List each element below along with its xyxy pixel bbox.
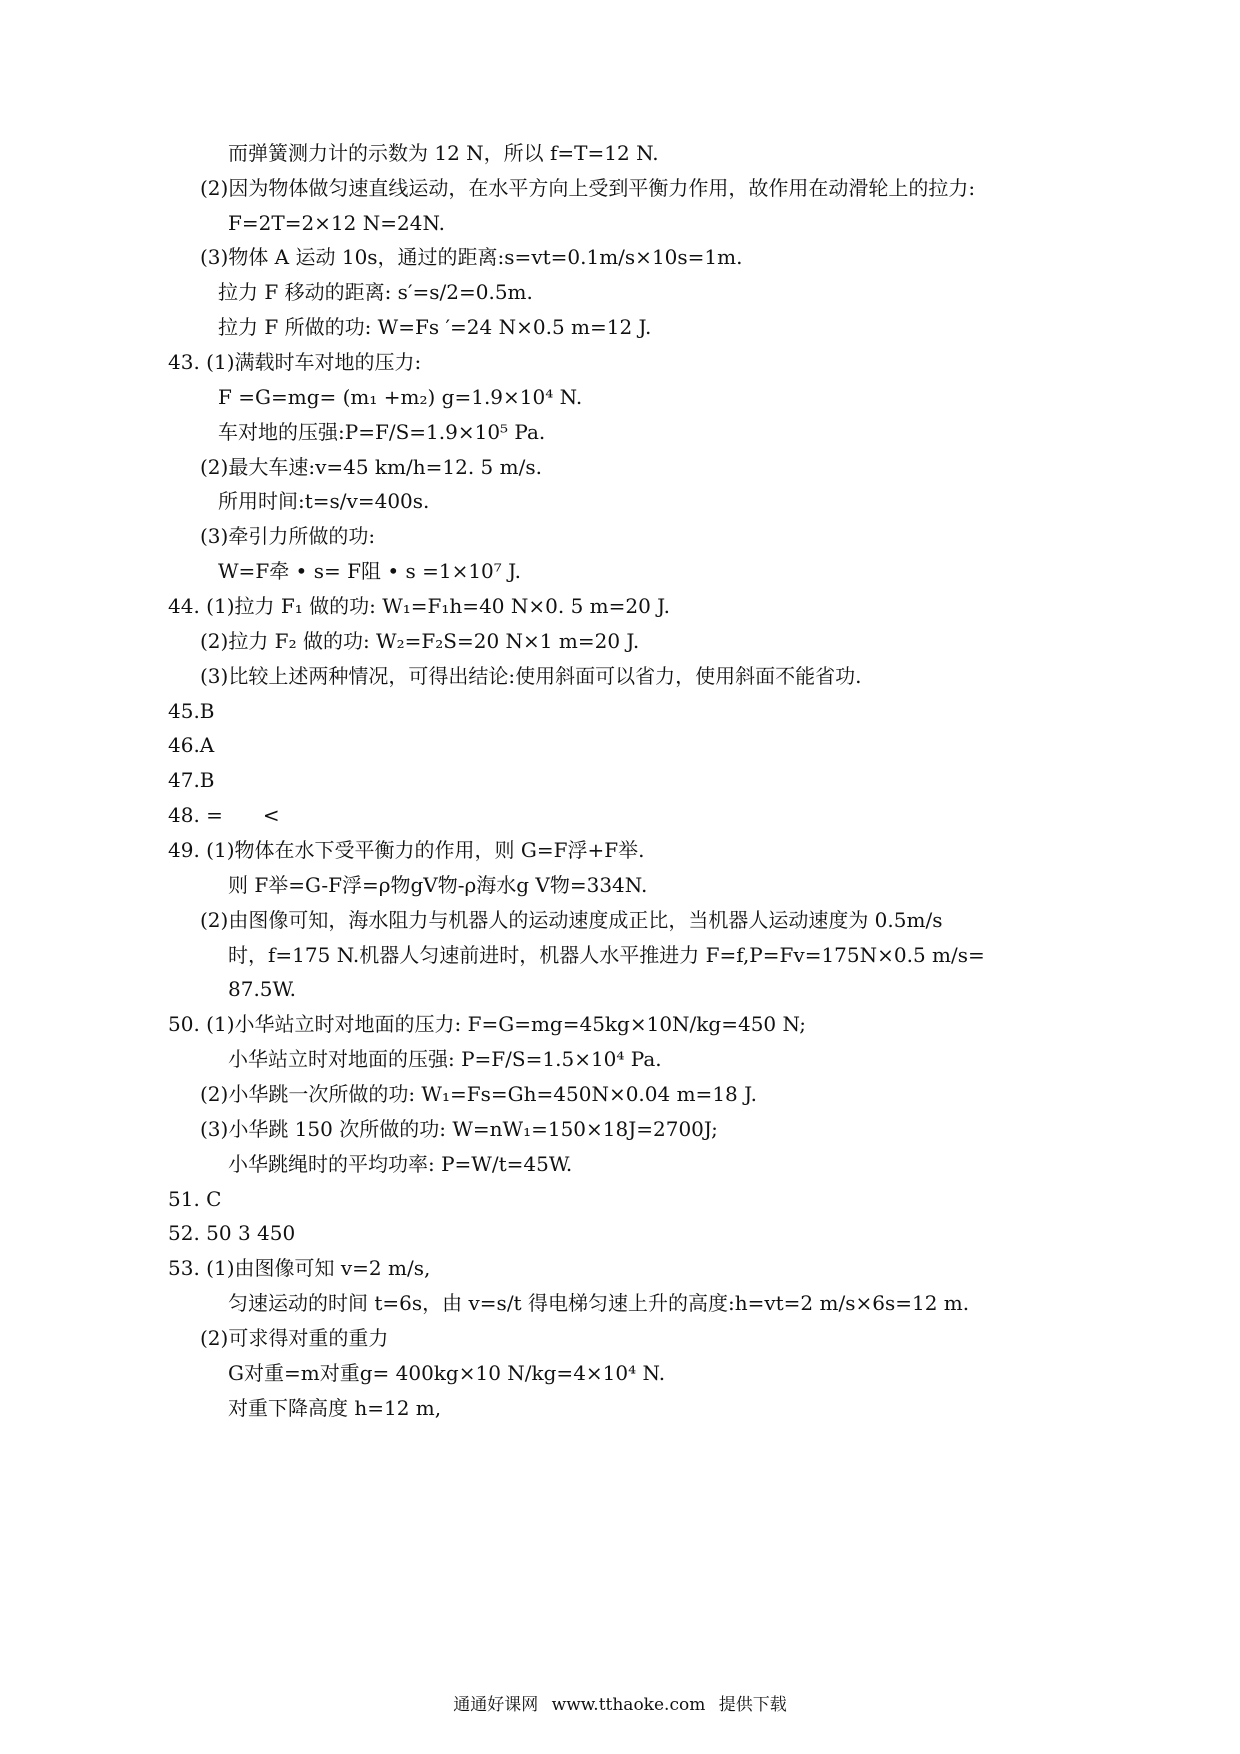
text-line: 52. 50 3 450: [168, 1221, 296, 1245]
text-line: 53. (1)由图像可知 v=2 m/s,: [168, 1256, 431, 1280]
text-line: 车对地的压强:P=F/S=1.9×10⁵ Pa.: [218, 420, 546, 444]
text-line: 匀速运动的时间 t=6s，由 v=s/t 得电梯匀速上升的高度:h=vt=2 m/s×6s=12 m.: [228, 1291, 970, 1315]
footer-note: 提供下载: [718, 1695, 787, 1715]
text-line: 则 F举=G-F浮=ρ物gV物-ρ海水g V物=334N.: [228, 873, 648, 897]
text-line: (2)因为物体做匀速直线运动，在水平方向上受到平衡力作用，故作用在动滑轮上的拉力:: [200, 176, 976, 200]
text-line: 87.5W.: [228, 977, 296, 1001]
text-line: 小华站立时对地面的压强: P=F/S=1.5×10⁴ Pa.: [228, 1047, 662, 1071]
text-line: (2)拉力 F₂ 做的功: W₂=F₂S=20 N×1 m=20 J.: [200, 629, 640, 653]
footer-url[interactable]: www.tthaoke.com: [551, 1695, 706, 1715]
text-line: 小华跳绳时的平均功率: P=W/t=45W.: [228, 1152, 573, 1176]
text-line: 而弹簧测力计的示数为 12 N，所以 f=T=12 N.: [228, 141, 659, 165]
text-line: 50. (1)小华站立时对地面的压力: F=G=mg=45kg×10N/kg=450 N;: [168, 1012, 807, 1036]
text-line: F=2T=2×12 N=24N.: [228, 211, 446, 235]
text-line: (3)小华跳 150 次所做的功: W=nW₁=150×18J=2700J;: [200, 1117, 718, 1141]
text-line: 44. (1)拉力 F₁ 做的功: W₁=F₁h=40 N×0. 5 m=20 J.: [168, 594, 671, 618]
text-line: 时，f=175 N.机器人匀速前进时，机器人水平推进力 F=f,P=Fv=175N×0.5 m/s=: [228, 943, 985, 967]
text-line: 拉力 F 所做的功: W=Fs ′=24 N×0.5 m=12 J.: [218, 315, 652, 339]
text-line: (3)比较上述两种情况，可得出结论:使用斜面可以省力，使用斜面不能省功.: [200, 664, 862, 688]
text-line: G对重=m对重g= 400kg×10 N/kg=4×10⁴ N.: [228, 1361, 666, 1385]
text-line: (2)可求得对重的重力: [200, 1326, 389, 1350]
text-line: 对重下降高度 h=12 m,: [228, 1396, 442, 1420]
footer-site-name: 通通好课网: [453, 1695, 539, 1715]
text-line: (2)小华跳一次所做的功: W₁=Fs=Gh=450N×0.04 m=18 J.: [200, 1082, 757, 1106]
text-line: (3)物体 A 运动 10s，通过的距离:s=vt=0.1m/s×10s=1m.: [200, 245, 743, 269]
text-line: W=F牵 • s= F阻 • s =1×10⁷ J.: [218, 559, 521, 583]
text-line: 43. (1)满载时车对地的压力:: [168, 350, 422, 374]
text-line: 46.A: [168, 733, 215, 757]
page-footer: [0, 1693, 1240, 1717]
text-line: F =G=mg= (m₁ +m₂) g=1.9×10⁴ N.: [218, 385, 583, 409]
text-line: 拉力 F 移动的距离: s′=s/2=0.5m.: [218, 280, 533, 304]
text-line: 47.B: [168, 768, 215, 792]
text-line: 49. (1)物体在水下受平衡力的作用，则 G=F浮+F举.: [168, 838, 645, 862]
text-line: 51. C: [168, 1187, 222, 1211]
text-line: 48. = <: [168, 803, 280, 827]
text-line: 45.B: [168, 699, 215, 723]
text-line: (3)牵引力所做的功:: [200, 524, 376, 548]
text-line: (2)最大车速:v=45 km/h=12. 5 m/s.: [200, 455, 542, 479]
text-line: (2)由图像可知，海水阻力与机器人的运动速度成正比，当机器人运动速度为 0.5m/s: [200, 908, 943, 932]
text-line: 所用时间:t=s/v=400s.: [218, 489, 430, 513]
